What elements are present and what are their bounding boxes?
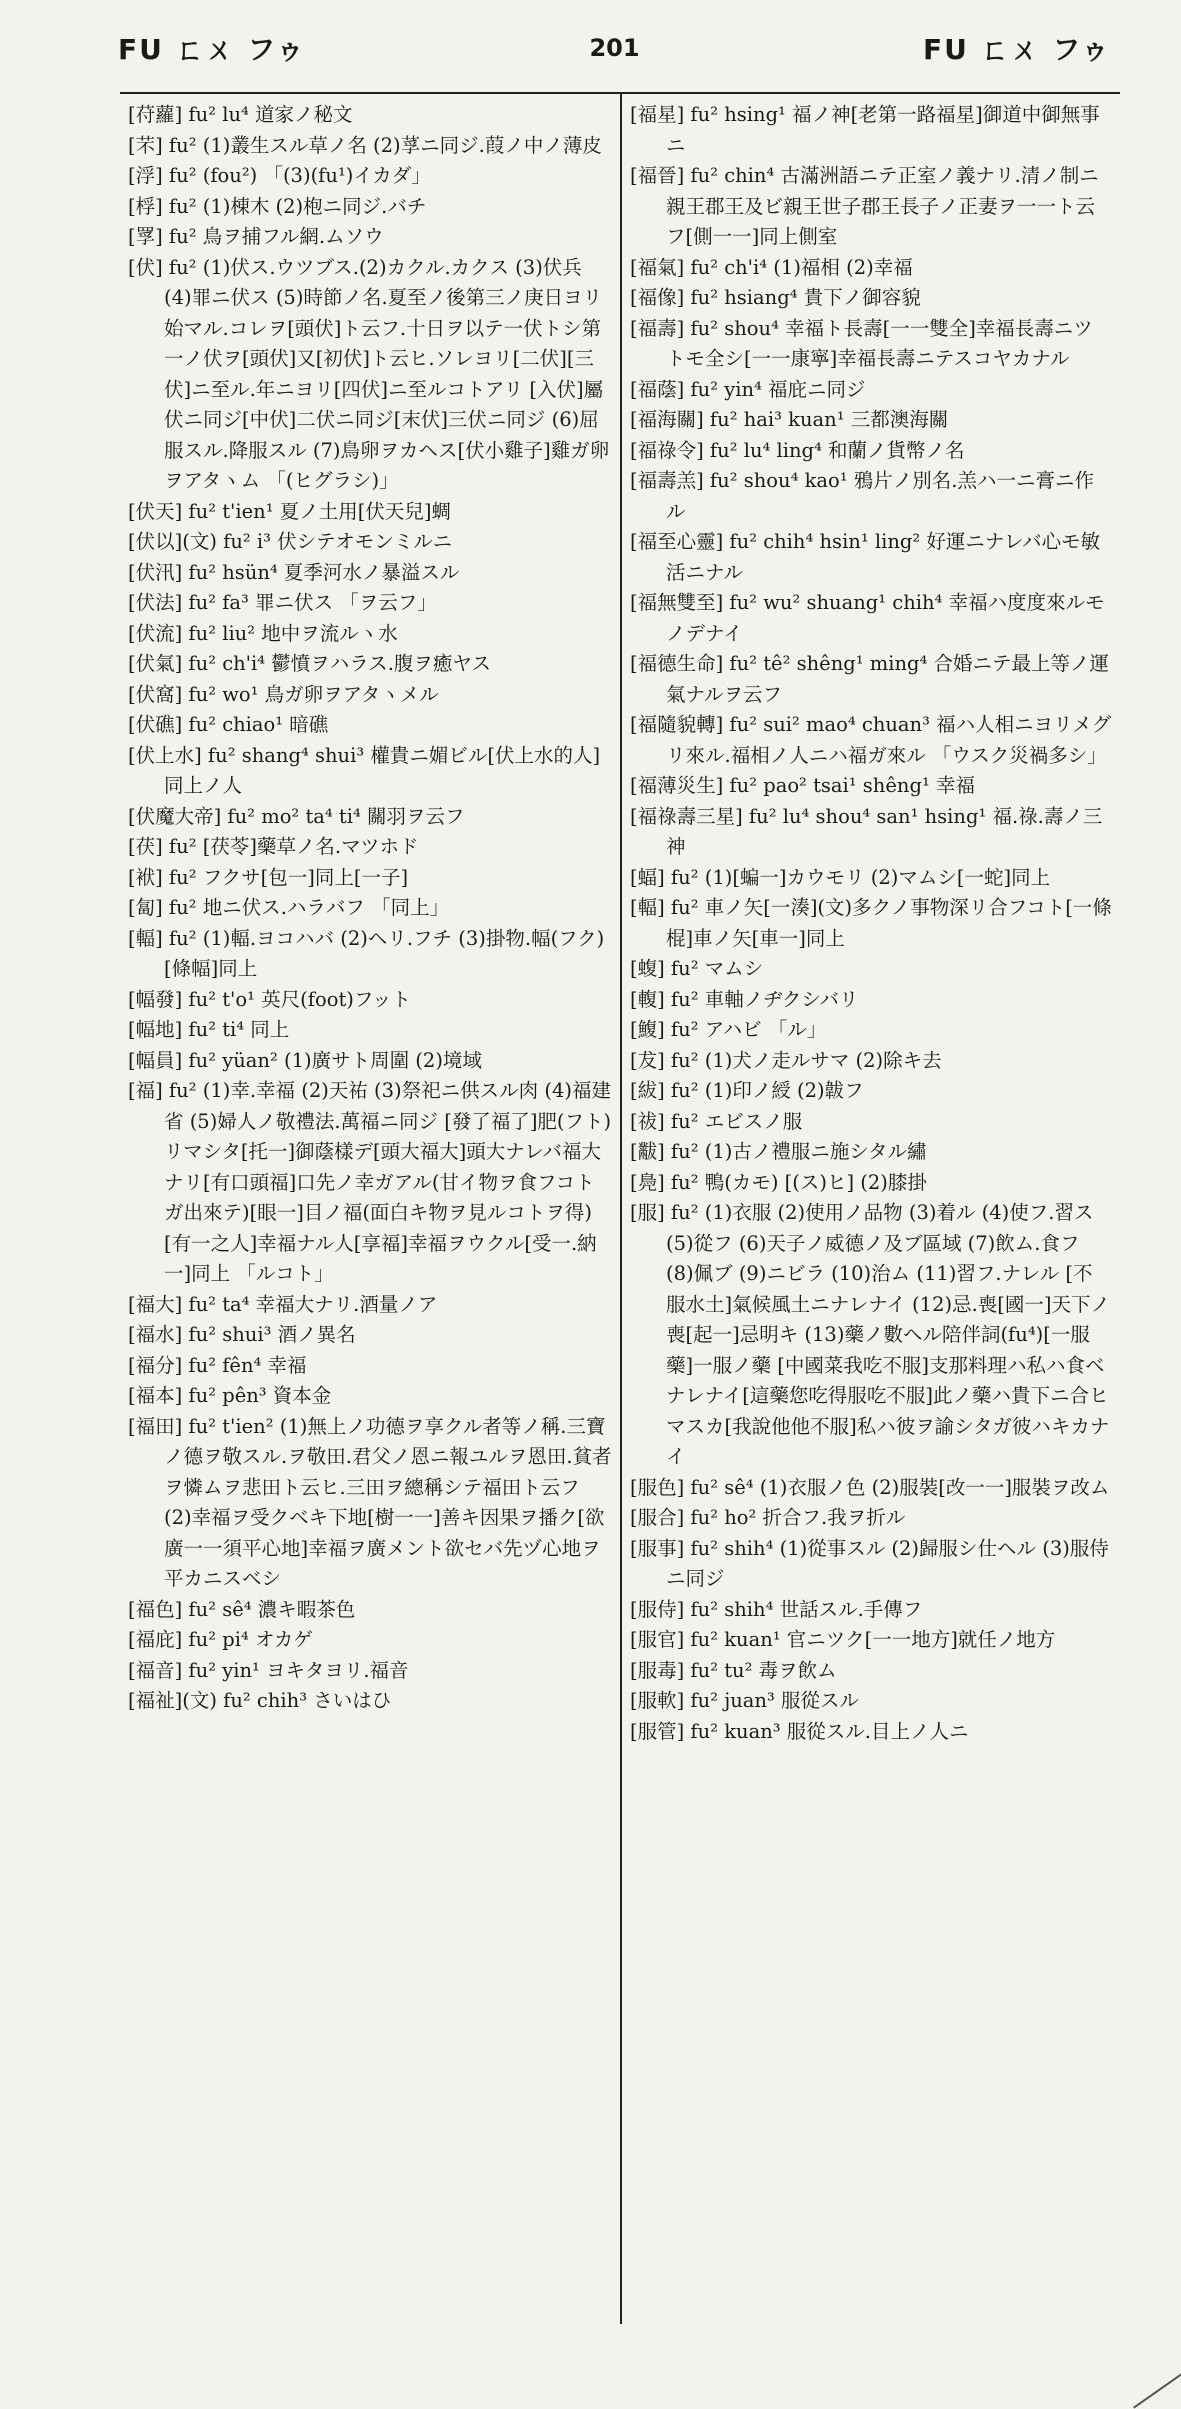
dictionary-entry: [伏] fu² (1)伏ス.ウツブス.(2)カクル.カクス (3)伏兵 (4)罪ニ伏ス (5)時節ノ名.夏至ノ後第三ノ庚日ヨリ始マル.コレヲ[頭伏]ト云フ.十日ヲ以テ一伏トシ第一ノ伏ヲ[頭伏]又[初伏]ト云ヒ.ソレヨリ[二伏][三伏]ニ至ル.年ニヨリ[四伏]ニ至ルコトアリ [入伏]屬伏ニ同ジ[中伏]二伏ニ同ジ[末伏]三伏ニ同ジ (6)屈服スル.降服スル (7)鳥卵ヲカヘス[伏小雞子]雞ガ卵ヲアタヽム 「(ヒグラシ)」 bbox=[128, 255, 610, 492]
dictionary-entry: [福祿令] fu² lu⁴ ling⁴ 和蘭ノ貨幣ノ名 bbox=[630, 438, 965, 462]
dictionary-entry: [黻] fu² (1)古ノ禮服ニ施シタル繡 bbox=[630, 1140, 927, 1163]
dictionary-entry: [福星] fu² hsing¹ 福ノ神[老第一路福星]御道中御無事ニ bbox=[630, 103, 1100, 157]
dictionary-entry: [袱] fu² フクサ[包一]同上[一子] bbox=[128, 865, 409, 889]
dictionary-entry: [福海關] fu² hai³ kuan¹ 三都澳海關 bbox=[630, 408, 949, 431]
dictionary-entry: [福壽] fu² shou⁴ 幸福ト長壽[一一雙全]幸福長壽ニツトモ全シ[一一康寧]幸福長壽ニテスコヤカナル bbox=[630, 316, 1093, 370]
entry-columns bbox=[120, 92, 1120, 2324]
dictionary-entry: [服色] fu² sê⁴ (1)衣服ノ色 (2)服裝[改一一]服裝ヲ改ム bbox=[630, 1475, 1110, 1499]
header-left-key: FU ㄈㄨ フゥ bbox=[118, 33, 306, 66]
dictionary-entry: [服事] fu² shih⁴ (1)從事スル (2)歸服シ仕ヘル (3)服侍ニ同ジ bbox=[630, 1536, 1109, 1590]
left-column bbox=[120, 94, 620, 2324]
dictionary-entry: [伏氣] fu² ch'i⁴ 鬱憤ヲハラス.腹ヲ癒ヤス bbox=[128, 652, 492, 675]
dictionary-entry: [匐] fu² 地ニ伏ス.ハラバフ 「同上」 bbox=[128, 896, 450, 919]
page-header bbox=[118, 18, 1111, 78]
dictionary-entry: [浮] fu² (fou²) 「(3)(fu¹)イカダ」 bbox=[128, 164, 431, 187]
dictionary-entry: [輹] fu² 車軸ノヂクシバリ bbox=[630, 987, 859, 1011]
dictionary-entry: [福音] fu² yin¹ ヨキタヨリ.福音 bbox=[128, 1658, 409, 1682]
dictionary-entry: [服合] fu² ho² 折合フ.我ヲ折ル bbox=[630, 1506, 906, 1529]
dictionary-entry: [服毒] fu² tu² 毒ヲ飲ム bbox=[630, 1658, 837, 1682]
dictionary-entry: [福色] fu² sê⁴ 濃キ暇茶色 bbox=[128, 1597, 356, 1621]
dictionary-entry: [福無雙至] fu² wu² shuang¹ chih⁴ 幸福ハ度度來ルモノデナイ bbox=[630, 591, 1105, 645]
dictionary-entry: [福蔭] fu² yin⁴ 福庇ニ同ジ bbox=[630, 377, 866, 401]
right-column bbox=[620, 94, 1120, 2324]
dictionary-entry: [伏汛] fu² hsün⁴ 夏季河水ノ暴溢スル bbox=[128, 560, 460, 584]
dictionary-entry: [伏上水] fu² shang⁴ shui³ 權貴ニ媚ビル[伏上水的人]同上ノ人 bbox=[128, 743, 601, 797]
dictionary-entry: [伏流] fu² liu² 地中ヲ流ルヽ水 bbox=[128, 621, 398, 645]
dictionary-entry: [幅發] fu² t'o¹ 英尺(foot)フット bbox=[128, 987, 412, 1011]
dictionary-entry: [福像] fu² hsiang⁴ 貴下ノ御容貌 bbox=[630, 286, 921, 309]
dictionary-entry: [服侍] fu² shih⁴ 世話スル.手傳フ bbox=[630, 1597, 923, 1621]
dictionary-entry: [鰒] fu² アハビ 「ル」 bbox=[630, 1018, 827, 1041]
dictionary-entry: [福分] fu² fên⁴ 幸福 bbox=[128, 1353, 307, 1377]
dictionary-entry: [福大] fu² ta⁴ 幸福大ナリ.酒量ノア bbox=[128, 1292, 438, 1316]
dictionary-entry: [服官] fu² kuan¹ 官ニツク[一一地方]就任ノ地方 bbox=[630, 1628, 1056, 1651]
dictionary-entry: [服管] fu² kuan³ 服從スル.目上ノ人ニ bbox=[630, 1719, 969, 1743]
dictionary-entry: [福本] fu² pên³ 資本金 bbox=[128, 1384, 332, 1407]
dictionary-entry: [福至心靈] fu² chih⁴ hsin¹ ling² 好運ニナレバ心モ敏活ニナル bbox=[630, 530, 1101, 584]
page-number: 201 bbox=[589, 34, 640, 62]
dictionary-entry: [罦] fu² 鳥ヲ捕フル網.ムソウ bbox=[128, 225, 384, 248]
header-right-key: FU ㄈㄨ フゥ bbox=[923, 33, 1111, 66]
dictionary-entry: [伏礁] fu² chiao¹ 暗礁 bbox=[128, 713, 329, 736]
dictionary-entry: [輻] fu² (1)輻.ヨコハバ (2)ヘリ.フチ (3)掛物.幅(フク)[條幅]同上 bbox=[128, 926, 605, 980]
dictionary-entry: [紱] fu² (1)印ノ綬 (2)韍フ bbox=[630, 1079, 864, 1102]
dictionary-entry: [輻] fu² 車ノ矢[一湊](文)多クノ事物深リ合フコト[一條棍]車ノ矢[車一]同上 bbox=[630, 896, 1112, 950]
corner-scratch bbox=[1099, 2323, 1181, 2408]
dictionary-entry: [福田] fu² t'ien² (1)無上ノ功德ヲ享クル者等ノ稱.三寶ノ德ヲ敬スル.ヲ敬田.君父ノ恩ニ報ユルヲ恩田.貧者ヲ憐ムヲ悲田ト云ヒ.三田ヲ總稱シテ福田ト云フ (2)幸福ヲ受クベキ下地[樹一一]善キ因果ヲ播ク[欲廣一一須平心地]幸福ヲ廣メント欲セバ先ヅ心地ヲ平カニスベシ bbox=[128, 1414, 612, 1590]
dictionary-entry: [福庇] fu² pi⁴ オカゲ bbox=[128, 1628, 313, 1651]
dictionary-entry: [服軟] fu² juan³ 服從スル bbox=[630, 1689, 860, 1712]
dictionary-entry: [服] fu² (1)衣服 (2)使用ノ品物 (3)着ル (4)使フ.習ス (5)從フ (6)天子ノ威德ノ及ブ區域 (7)飲ム.食フ (8)佩ブ (9)ニビラ (10)治ム (11)習フ.ナレル [不服水土]氣候風土ニナレナイ (12)忌.喪[國一]天下ノ喪[起一]忌明キ (13)藥ノ數ヘル陪伴詞(fu⁴)[一服藥]一服ノ藥 [中國菜我吃不服]支那料理ハ私ハ食ベナレナイ[這藥您吃得服吃不服]此ノ藥ハ貴下ニ合ヒマスカ[我說他他不服]私ハ彼ヲ諭シタガ彼ハキカナイ bbox=[630, 1201, 1110, 1468]
dictionary-entry: [蝮] fu² マムシ bbox=[630, 957, 764, 980]
dictionary-entry: [犮] fu² (1)犬ノ走ルサマ (2)除キ去 bbox=[630, 1048, 942, 1072]
dictionary-entry: [蝠] fu² (1)[蝙一]カウモリ (2)マムシ[一蛇]同上 bbox=[630, 865, 1051, 889]
dictionary-entry: [福祿壽三星] fu² lu⁴ shou⁴ san¹ hsing¹ 福.祿.壽ノ三神 bbox=[630, 804, 1103, 858]
dictionary-entry: [桴] fu² (1)棟木 (2)枹ニ同ジ.バチ bbox=[128, 194, 427, 218]
dictionary-entry: [伏窩] fu² wo¹ 鳥ガ卵ヲアタヽメル bbox=[128, 682, 439, 706]
dictionary-entry: [祓] fu² エビスノ服 bbox=[630, 1109, 803, 1133]
dictionary-entry: [福祉](文) fu² chih³ さいはひ bbox=[128, 1689, 392, 1712]
dictionary-entry: [福德生命] fu² tê² shêng¹ ming⁴ 合婚ニテ最上等ノ運氣ナルヲ云フ bbox=[630, 652, 1110, 706]
dictionary-entry: [福壽羔] fu² shou⁴ kao¹ 鴉片ノ別名.羔ハ一ニ膏ニ作ル bbox=[630, 469, 1094, 523]
dictionary-entry: [芣] fu² (1)叢生スル草ノ名 (2)莩ニ同ジ.葭ノ中ノ薄皮 bbox=[128, 133, 602, 157]
dictionary-entry: [伏天] fu² t'ien¹ 夏ノ土用[伏天兒]蜩 bbox=[128, 499, 451, 523]
dictionary-entry: [幅地] fu² ti⁴ 同上 bbox=[128, 1018, 290, 1041]
dictionary-entry: [幅員] fu² yüan² (1)廣サト周圍 (2)境域 bbox=[128, 1048, 482, 1072]
dictionary-entry: [苻蘿] fu² lu⁴ 道家ノ秘文 bbox=[128, 103, 353, 126]
dictionary-entry: [福水] fu² shui³ 酒ノ異名 bbox=[128, 1323, 356, 1346]
dictionary-entry: [福氣] fu² ch'i⁴ (1)福相 (2)幸福 bbox=[630, 255, 913, 279]
dictionary-entry: [茯] fu² [茯苓]藥草ノ名.マツホド bbox=[128, 835, 419, 858]
dictionary-entry: [福隨貌轉] fu² sui² mao⁴ chuan³ 福ハ人相ニヨリメグリ來ル.福相ノ人ニハ福ガ來ル 「ウスク災禍多シ」 bbox=[630, 713, 1112, 767]
dictionary-entry: [伏以](文) fu² i³ 伏シテオモンミルニ bbox=[128, 530, 453, 553]
dictionary-entry: [伏法] fu² fa³ 罪ニ伏ス 「ヲ云フ」 bbox=[128, 591, 437, 614]
dictionary-entry: [福] fu² (1)幸.幸福 (2)天祐 (3)祭祀ニ供スル肉 (4)福建省 (5)婦人ノ敬禮法.萬福ニ同ジ [發了福了]肥(フト)リマシタ[托一]御蔭樣デ[頭大福大]頭大ナレバ福大ナリ[有口頭福]口先ノ幸ガアル(甘イ物ヲ食フコトガ出來テ)[眼一]目ノ福(面白キ物ヲ見ルコトヲ得)[有一之人]幸福ナル人[享福]幸福ヲウクル[受一.納一]同上 「ルコト」 bbox=[128, 1079, 612, 1285]
dictionary-entry: [福薄災生] fu² pao² tsai¹ shêng¹ 幸福 bbox=[630, 774, 975, 797]
dictionary-entry: [鳧] fu² 鴨(カモ) [(ス)ヒ] (2)膝掛 bbox=[630, 1170, 927, 1194]
dictionary-entry: [伏魔大帝] fu² mo² ta⁴ ti⁴ 關羽ヲ云フ bbox=[128, 804, 465, 828]
dictionary-entry: [福晉] fu² chin⁴ 古滿洲語ニテ正室ノ義ナリ.清ノ制ニ親王郡王及ビ親王世子郡王長子ノ正妻ヲ一一ト云フ[側一一]同上側室 bbox=[630, 164, 1099, 248]
